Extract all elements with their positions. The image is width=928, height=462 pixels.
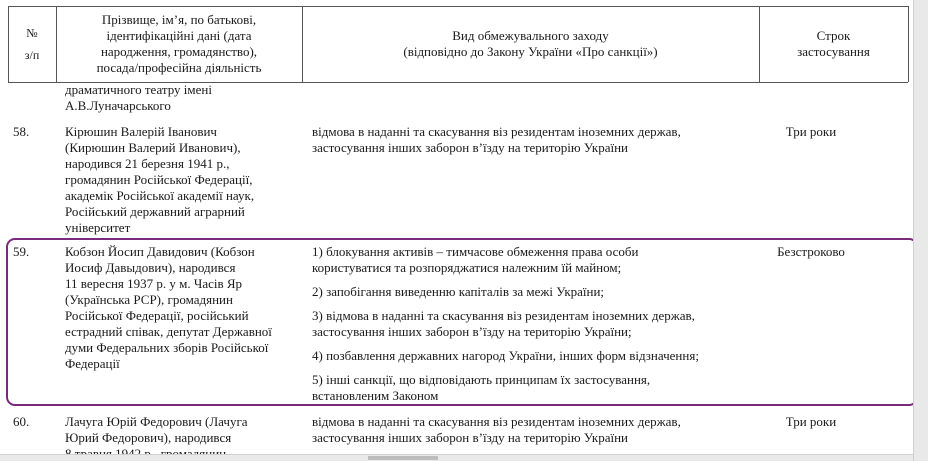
text-line: відмова в наданні та скасування віз резидентам іноземних держав, — [312, 124, 681, 139]
text-line: естрадний співак, депутат Державної — [65, 324, 272, 339]
person-info — [65, 124, 297, 236]
header-person-line: Прізвище, ім’я, по батькові, — [101, 12, 257, 27]
text-line: Кобзон Йосип Давидович (Кобзон — [65, 244, 255, 259]
text-line: 11 вересня 1937 р. у м. Часів Яр — [65, 276, 243, 291]
term: Три роки — [785, 124, 837, 139]
row-number: 60. — [13, 414, 30, 429]
row-number: 59. — [13, 244, 30, 259]
text-line: народився 21 березня 1941 р., — [65, 156, 230, 171]
text-line: застосування інших заборон в’їзду на територію України — [312, 140, 628, 155]
table-header — [0, 6, 914, 82]
text-line: встановленим Законом — [312, 388, 439, 403]
text-line: академік Російської академії наук, — [65, 188, 255, 203]
text-line: Лачуга Юрій Федорович (Лачуга — [65, 414, 248, 429]
header-term — [759, 6, 908, 82]
text-line: 2) запобігання виведенню капіталів за межі України; — [312, 284, 605, 299]
term: Безстроково — [777, 244, 845, 259]
term: Три роки — [785, 414, 837, 429]
text-line: університет — [65, 220, 131, 235]
text-line: (Кирюшин Валерий Иванович), — [65, 140, 241, 155]
header-person-line: посада/професійна діяльність — [96, 60, 262, 75]
text-line: А.В.Луначарського — [65, 98, 171, 113]
header-person-line: народження, громадянство), — [100, 44, 258, 59]
text-line: громадянин Російської Федерації, — [65, 172, 253, 187]
scrollbar-thumb[interactable] — [368, 456, 438, 460]
text-line: 4) позбавлення державних нагород України, інших форм відзначення; — [312, 348, 699, 363]
highlight-box — [6, 238, 918, 406]
sanction-measure — [312, 124, 752, 156]
text-line: Російський державний аграрний — [65, 204, 245, 219]
text-line: застосування інших заборон в’їзду на територію України; — [312, 324, 632, 339]
vertical-scrollbar[interactable] — [913, 0, 928, 461]
header-person — [56, 6, 302, 82]
header-person-line: ідентифікаційні дані (дата — [106, 28, 252, 43]
text-line: Кірюшин Валерій Іванович — [65, 124, 217, 139]
text-line: Російської Федерації, російський — [65, 308, 249, 323]
text-line: Федерації — [65, 356, 120, 371]
text-line: 1) блокування активів – тимчасове обмеження права особи — [312, 244, 639, 259]
text-line: Юрий Федорович), народився — [65, 430, 232, 445]
text-line: 3) відмова в наданні та скасування віз резидентам іноземних держав, — [312, 308, 695, 323]
text-line: Иосиф Давыдович), народився — [65, 260, 236, 275]
text-line: 5) інші санкції, що відповідають принципам їх застосування, — [312, 372, 651, 387]
header-measure — [302, 6, 759, 82]
horizontal-scrollbar[interactable] — [0, 454, 914, 461]
text-line: драматичного театру імені — [65, 82, 212, 97]
text-line: відмова в наданні та скасування віз резидентам іноземних держав, — [312, 414, 681, 429]
person-info — [65, 82, 297, 114]
text-line: думи Федеральних зборів Російської — [65, 340, 269, 355]
header-number-line: № — [26, 26, 38, 40]
header-term-line: Строк — [816, 28, 851, 43]
header-measure-line: (відповідно до Закону України «Про санкції») — [403, 44, 658, 59]
row-number: 58. — [13, 124, 30, 139]
header-term-line: застосування — [797, 44, 870, 59]
sanction-measure — [312, 414, 752, 446]
header-measure-line: Вид обмежувального заходу — [452, 28, 609, 43]
text-line: користуватися та розпоряджатися належним їй майном; — [312, 260, 622, 275]
text-line: застосування інших заборон в’їзду на територію України — [312, 430, 628, 445]
text-line: (Українська РСР), громадянин — [65, 292, 233, 307]
header-number — [8, 6, 56, 82]
header-number-line: з/п — [24, 48, 40, 62]
